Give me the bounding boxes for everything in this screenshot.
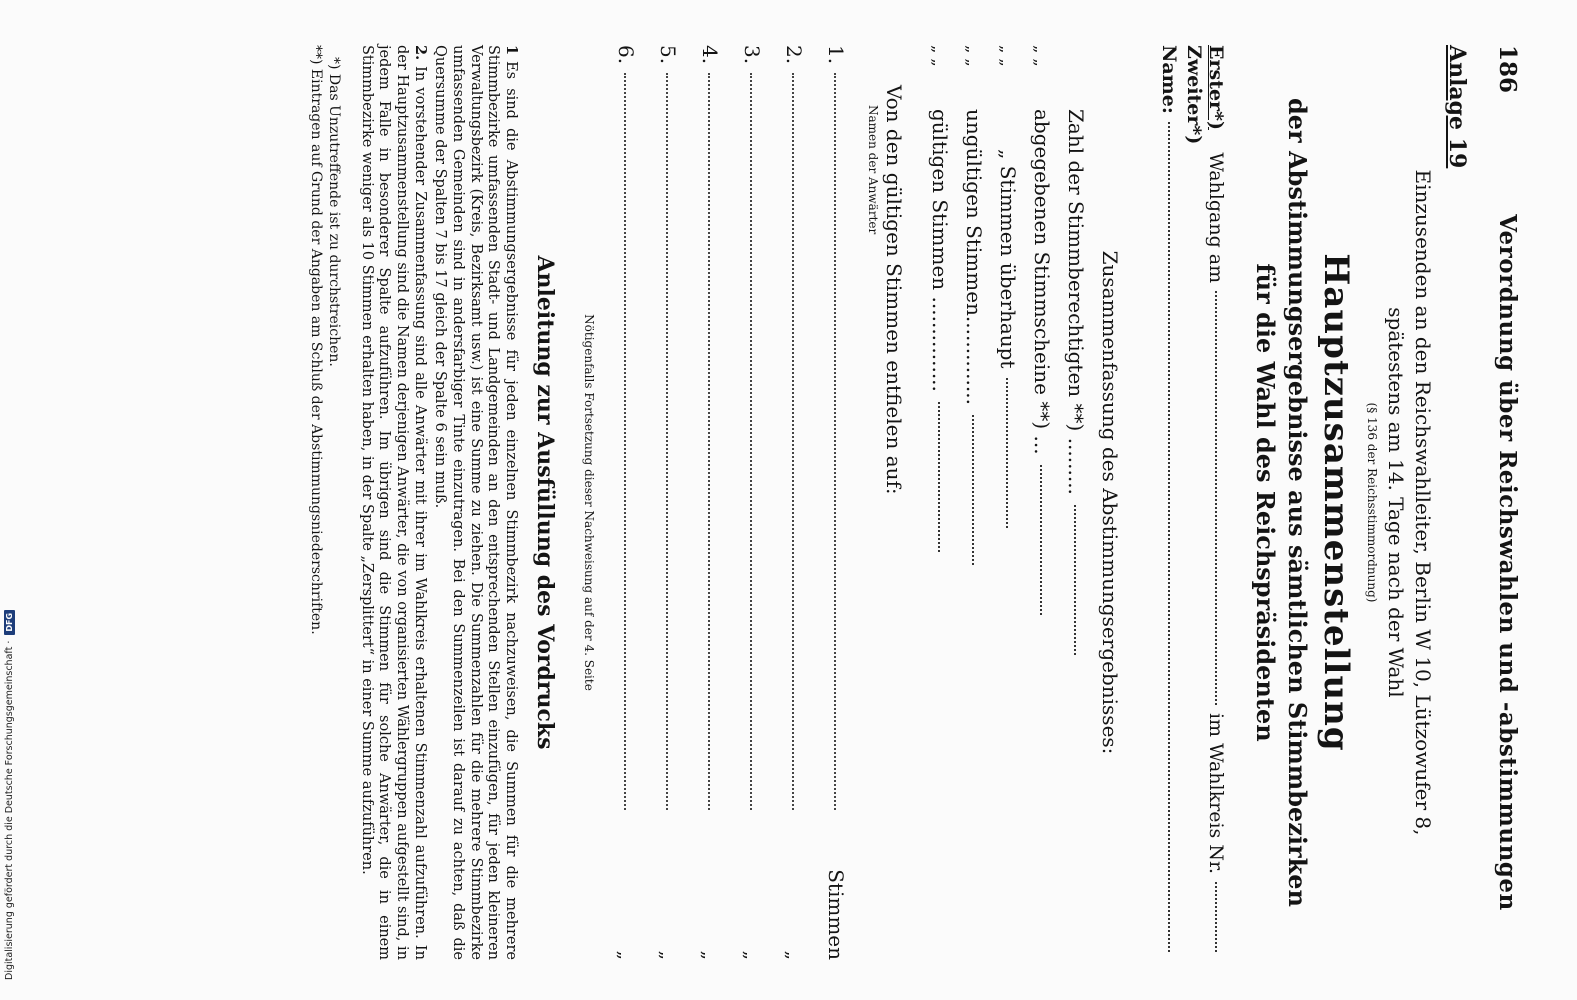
summary-row-prefix: „ „ <box>929 45 949 67</box>
candidate-name-field <box>666 73 668 810</box>
candidate-votes-unit <box>782 810 803 960</box>
candidate-number: 4. <box>698 45 723 65</box>
instructions-body <box>357 45 520 960</box>
candidate-row <box>656 45 680 960</box>
name-row <box>1158 45 1180 960</box>
summary-row <box>962 45 986 960</box>
footnote-2: **) Eintragen auf Grund der Angaben am Schluß der Abstimmungsniederschriften. <box>307 45 324 635</box>
page-header <box>1494 45 1521 960</box>
candidate-number: 2. <box>782 45 807 65</box>
send-to-line-1: Einzusenden an den Reichswahlleiter, Berlin W 10, Lützowufer 8, <box>1411 169 1435 836</box>
summary-row <box>1064 45 1088 960</box>
footnote-1: *) Das Unzutreffende ist zu durchstreichen. <box>325 57 342 367</box>
wahlgang-date-field <box>1215 291 1217 705</box>
candidate-name-field <box>624 73 626 810</box>
instruction-paragraph <box>357 45 429 960</box>
summary-row <box>996 45 1020 960</box>
summary-row-field <box>1074 505 1076 655</box>
summary-row-label: Zahl der Stimmberechtigten **) ......... <box>1064 109 1089 495</box>
summary-row-prefix: „ „ <box>1031 45 1051 67</box>
first-ballot-label: Erster*) <box>1204 45 1227 130</box>
instruction-paragraph <box>431 45 520 960</box>
name-field <box>1168 122 1170 952</box>
footnotes <box>307 45 343 960</box>
candidate-unit-text: „ <box>698 950 720 960</box>
summary-row-field <box>1006 378 1008 528</box>
candidate-number: 5. <box>656 45 681 65</box>
wahlgang-date-label: Wahlgang am <box>1204 152 1227 284</box>
candidate-votes-unit <box>824 810 848 960</box>
instruction-number: 1 <box>503 45 521 56</box>
candidate-name-field <box>750 73 752 810</box>
candidate-list <box>614 45 848 960</box>
instruction-number: 2. <box>411 45 429 61</box>
candidate-row <box>740 45 764 960</box>
dfg-logo: DFG <box>4 610 15 635</box>
send-to-block <box>1364 45 1436 960</box>
page-number: 186 <box>1494 45 1521 94</box>
candidate-row <box>824 45 848 960</box>
summary-row-field <box>1040 465 1042 615</box>
candidate-votes-unit <box>656 810 677 960</box>
summary-row-label: „ Stimmen überhaupt <box>996 149 1021 369</box>
wahlkreis-number-field <box>1215 882 1217 952</box>
summary-row-label: gültigen Stimmen ............... <box>928 109 953 392</box>
summary-row-prefix: „ „ <box>963 45 983 67</box>
candidate-row <box>614 45 638 960</box>
summary-table <box>928 45 1088 960</box>
candidate-unit-text: Stimmen <box>824 869 849 960</box>
candidate-unit-text: „ <box>614 950 636 960</box>
candidate-unit-text: „ <box>656 950 678 960</box>
candidate-votes-unit <box>740 810 761 960</box>
summary-row <box>1030 45 1054 960</box>
second-ballot-label: Zweiter*) <box>1182 45 1205 145</box>
instruction-text: In vorstehender Zusammenfassung sind alle Anwärter mit ihrer im Wahlkreis erhaltenen Stimmenzahl aufzuführen. In der Hauptzusammenstellung sind die Namen derjenigen Anwärter, die von organisierten Wählergruppen aufgestellt sind, in jedem Falle in besonderer Spalte aufzuführen. Im übrigen sind die Stimmen für solche Anwärter, die in einem Stimmbezirke weniger als 10 Stimmen erhalten haben, in der Spalte „Zersplittert“ in einer Summe aufzuführen. <box>358 45 428 960</box>
instructions-title: Anleitung zur Ausfüllung des Vordrucks <box>532 255 559 750</box>
summary-row <box>928 45 952 960</box>
candidate-name-field <box>708 73 710 810</box>
wahlkreis-label: im Wahlkreis Nr. <box>1204 712 1227 874</box>
candidate-row <box>782 45 806 960</box>
continuation-note: Nötigenfalls Fortsetzung dieser Nachweisung auf der 4. Seite <box>582 314 597 691</box>
sub-title-1: der Abstimmungsergebnisse aus sämtlichen Stimmbezirken <box>1282 97 1312 907</box>
candidate-names-label: Namen der Anwärter <box>866 105 881 235</box>
candidate-row <box>698 45 722 960</box>
credit-text: Digitalisierung gefördert durch die Deutsche Forschungsgemeinschaft · <box>4 640 15 980</box>
instruction-text: Es sind die Abstimmungsergebnisse für jeden einzelnen Stimmbezirk nachzuweisen, die Summen für die mehrere Stimmbezirke umfassenden Stadt- und Landgemeinden an den entsprechenden Stellen einzufügen, für jeden kleineren Verwaltungsbezirk (Kreis, Bezirksamt usw.) ist eine Summe zu ziehen. Die Summenzahlen für die mehrere Stimmbezirke umfassenden Gemeinden sind in andersfarbiger Tinte einzutragen. Bei den Summenzeilen ist darauf zu achten, daß die Quersumme der Spalten 7 bis 17 gleich der Spalte 6 sein muß. <box>432 45 520 960</box>
paragraph-reference: (§ 136 der Reichsstimmordnung) <box>1365 402 1379 603</box>
wahlgang-row <box>1182 45 1227 960</box>
summary-row-field <box>972 415 974 565</box>
send-to-line-2: spätestens am 14. Tage nach der Wahl <box>1384 307 1408 698</box>
candidate-unit-text: „ <box>740 950 762 960</box>
summary-row-prefix: „ „ <box>997 45 1017 67</box>
summary-row-field <box>938 402 940 552</box>
candidate-votes-unit <box>698 810 719 960</box>
candidate-unit-text: „ <box>782 950 804 960</box>
name-label: Name: <box>1158 45 1181 114</box>
summary-heading: Zusammenfassung des Abstimmungsergebnisses: <box>1098 250 1123 755</box>
candidate-number: 1. <box>824 45 849 65</box>
summary-row-label: ungültigen Stimmen.............. <box>962 109 987 405</box>
main-title: Hauptzusammenstellung <box>1315 253 1356 752</box>
digitization-credit <box>4 610 15 980</box>
candidate-votes-unit <box>614 810 635 960</box>
candidate-number: 3. <box>740 45 765 65</box>
candidate-name-field <box>834 73 836 810</box>
wahlgang-options <box>1182 45 1226 144</box>
summary-row-label: abgegebenen Stimmscheine **) ... <box>1030 109 1055 455</box>
candidate-name-field <box>792 73 794 810</box>
candidates-heading: Von den gültigen Stimmen entfielen auf: <box>882 85 907 495</box>
sub-title-2: für die Wahl des Reichspräsidenten <box>1250 263 1280 742</box>
running-title: Verordnung über Reichswahlen und -abstimmungen <box>1494 214 1521 911</box>
candidate-number: 6. <box>614 45 639 65</box>
annex-label: Anlage 19 <box>1444 45 1470 169</box>
